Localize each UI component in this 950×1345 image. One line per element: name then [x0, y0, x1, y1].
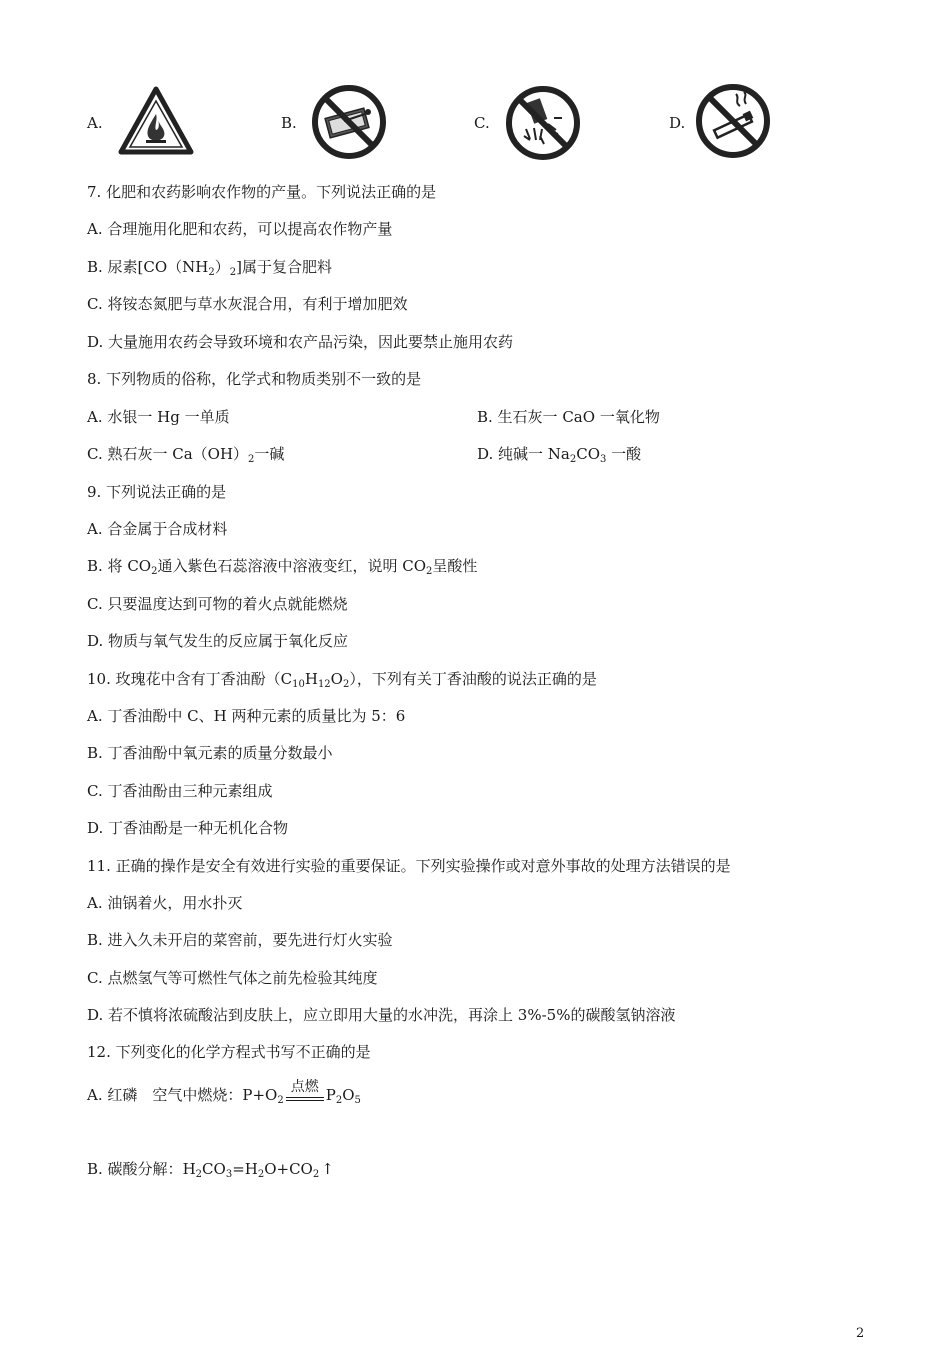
- q8-option-b: B. 生石灰一 CaO 一氧化物: [477, 408, 660, 426]
- no-smoking-icon: [694, 82, 772, 160]
- no-fireworks-icon: [504, 84, 582, 162]
- q11-option-a: A. 油锅着火，用水扑灭: [87, 894, 243, 912]
- q7-stem: 7. 化肥和农药影响农作物的产量。下列说法正确的是: [87, 183, 437, 201]
- q11-stem: 11. 正确的操作是安全有效进行实验的重要保证。下列实验操作或对意外事故的处理方法错误的是: [87, 857, 731, 875]
- flammable-warning-icon: [118, 86, 194, 156]
- page-number: 2: [856, 1326, 865, 1341]
- q10-option-a: A. 丁香油酚中 C、H 两种元素的质量比为 5：6: [87, 707, 406, 725]
- no-matches-icon: [310, 83, 388, 161]
- q12-option-b: B. 碳酸分解：$H_2CO_3=H_2O+CO_2$ ↑: [87, 1160, 334, 1180]
- q8-option-c: C. 熟石灰一 $Ca(OH)_2$一碱: [87, 445, 285, 465]
- q7-option-b: B. 尿素$[CO(NH_2)_2]$属于复合肥料: [87, 258, 333, 278]
- q7-option-c: C. 将铵态氮肥与草水灰混合用，有利于增加肥效: [87, 295, 408, 313]
- q12-option-a: A. 红磷 空气中燃烧：$P+O_2$ 点燃 $P_2O_5$: [87, 1082, 361, 1110]
- sign-a-label: A.: [87, 114, 103, 132]
- q12-stem: 12. 下列变化的化学方程式书写不正确的是: [87, 1043, 371, 1061]
- q8-option-a: A. 水银一 Hg 一单质: [87, 408, 230, 426]
- gas-arrow-icon: ↑: [321, 1160, 334, 1178]
- reaction-condition-sign: 点燃: [286, 1082, 324, 1110]
- q9-option-a: A. 合金属于合成材料: [87, 520, 228, 538]
- sign-b-label: B.: [281, 114, 297, 132]
- q8-option-d: D. 纯碱一 $Na_2CO_3$ 一酸: [477, 445, 642, 465]
- sign-c-label: C.: [474, 114, 490, 132]
- q10-option-d: D. 丁香油酚是一种无机化合物: [87, 819, 289, 837]
- q9-stem: 9. 下列说法正确的是: [87, 483, 227, 501]
- q7-option-d: D. 大量施用农药会导致环境和农产品污染，因此要禁止施用农药: [87, 333, 514, 351]
- q11-option-b: B. 进入久未开启的菜窖前，要先进行灯火实验: [87, 931, 393, 949]
- q9-option-b: B. 将 $CO_2$通入紫色石蕊溶液中溶液变红，说明 $CO_2$呈酸性: [87, 557, 478, 577]
- q9-option-d: D. 物质与氧气发生的反应属于氧化反应: [87, 632, 349, 650]
- q10-option-c: C. 丁香油酚由三种元素组成: [87, 782, 273, 800]
- q11-option-c: C. 点燃氢气等可燃性气体之前先检验其纯度: [87, 969, 378, 987]
- q10-stem: 10. 玫瑰花中含有丁香油酚$(C_{10}H_{12}O_2)$，下列有关丁香油酸的说法正确的是: [87, 670, 597, 690]
- q8-stem: 8. 下列物质的俗称，化学式和物质类别不一致的是: [87, 370, 422, 388]
- q11-option-d: D. 若不慎将浓硫酸沾到皮肤上，应立即用大量的水冲洗，再涂上 3%-5%的碳酸氢钠溶液: [87, 1006, 676, 1024]
- sign-d-label: D.: [669, 114, 686, 132]
- q9-option-c: C. 只要温度达到可物的着火点就能燃烧: [87, 595, 348, 613]
- q7-option-a: A. 合理施用化肥和农药，可以提高农作物产量: [87, 220, 393, 238]
- q10-option-b: B. 丁香油酚中氧元素的质量分数最小: [87, 744, 333, 762]
